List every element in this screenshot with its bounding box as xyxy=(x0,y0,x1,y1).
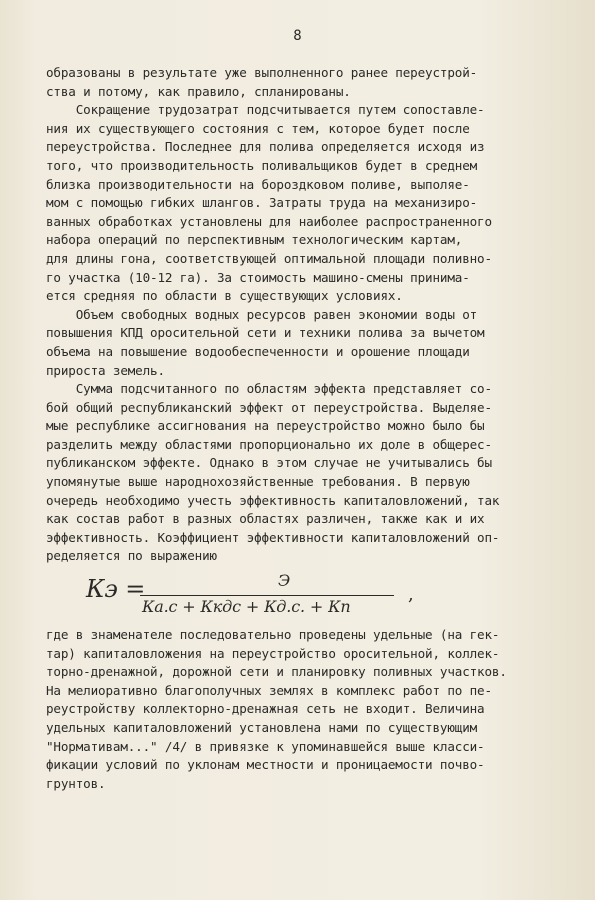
text-line: реустройству коллекторно-дренажная сеть не входит. Величина xyxy=(46,701,485,717)
text-line: ределяется по выражению xyxy=(46,548,217,564)
text-line: ванных обработках установлены для наиболее распространенного xyxy=(46,213,492,229)
text-line: го участка (10-12 га). За стоимость машино-смены принима- xyxy=(46,269,470,285)
text-line: как состав работ в разных областях различен, также как и их xyxy=(46,511,485,527)
text-line: Сокращение трудозатрат подсчитывается путем сопоставле- xyxy=(46,102,485,118)
text-line: ния их существующего состояния с тем, которое будет после xyxy=(46,120,470,136)
text-line: близка производительности на бороздковом поливе, выполяе- xyxy=(46,176,470,192)
text-line: для длины гона, соответствующей оптимальной площади поливно- xyxy=(46,250,492,266)
text-line: фикации условий по уклонам местности и проницаемости почво- xyxy=(46,757,485,773)
formula-denominator: Ка.с + Ккдс + Кд.с. + Кп xyxy=(142,597,351,617)
text-line: грунтов. xyxy=(46,775,106,791)
text-line: ства и потому, как правило, спланированы. xyxy=(46,83,351,99)
text-line: мые республике ассигнования на переустройство можно было бы xyxy=(46,418,485,434)
text-line: где в знаменателе последовательно проведены удельные (на гек- xyxy=(46,627,500,643)
paragraphs-after-formula xyxy=(46,626,586,793)
text-line: тар) капиталовложения на переустройство оросительной, коллек- xyxy=(46,645,500,661)
text-line: образованы в результате уже выполненного ранее переустрой- xyxy=(46,65,478,80)
text-line: бой общий республиканский эффект от переустройства. Выделяе- xyxy=(46,399,492,415)
text-line: набора операций по перспективным технологическим картам, xyxy=(46,232,463,248)
fraction-bar xyxy=(140,595,394,596)
formula-numerator: Э xyxy=(278,571,291,591)
text-line: Сумма подсчитанного по областям эффекта представляет со- xyxy=(46,381,492,397)
text-line: "Нормативам..." /4/ в привязке к упоминавшейся выше класси- xyxy=(46,738,485,754)
text-line: мом с помощью гибких шлангов. Затраты труда на механизиро- xyxy=(46,195,478,211)
text-line: прироста земель. xyxy=(46,362,165,378)
text-line: публиканском эффекте. Однако в этом случае не учитывались бы xyxy=(46,455,492,471)
text-line: торно-дренажной, дорожной сети и планировку поливных участков. xyxy=(46,664,507,680)
formula-lhs: Кэ = xyxy=(86,575,146,604)
text-line: удельных капиталовложений установлена нами по существующим xyxy=(46,720,478,735)
paragraphs-before-formula xyxy=(46,64,586,566)
text-line: повышения КПД оросительной сети и техники полива за вычетом xyxy=(46,325,485,341)
text-line: того, что производительность поливальщиков будет в среднем xyxy=(46,157,478,173)
text-line: На мелиоративно благополучных землях в комплекс работ по пе- xyxy=(46,682,492,698)
text-line: эффективность. Коэффициент эффективности капиталовложений оп- xyxy=(46,529,500,545)
text-line: переустройства. Последнее для полива определяется исходя из xyxy=(46,139,485,155)
body-text xyxy=(46,64,586,793)
efficiency-formula xyxy=(46,572,586,620)
text-line: ется средняя по области в существующих условиях. xyxy=(46,288,403,304)
text-line: разделить между областями пропорционально их доле в общерес- xyxy=(46,436,492,452)
formula-comma: , xyxy=(408,584,414,606)
text-line: очередь необходимо учесть эффективность капиталовложений, так xyxy=(46,492,500,508)
text-line: Объем свободных водных ресурсов равен экономии воды от xyxy=(46,306,478,322)
text-line: упомянутые выше народнохозяйственные требования. В первую xyxy=(46,474,470,490)
page-number: 8 xyxy=(293,28,302,44)
text-line: объема на повышение водообеспеченности и орошение площади xyxy=(46,343,470,359)
